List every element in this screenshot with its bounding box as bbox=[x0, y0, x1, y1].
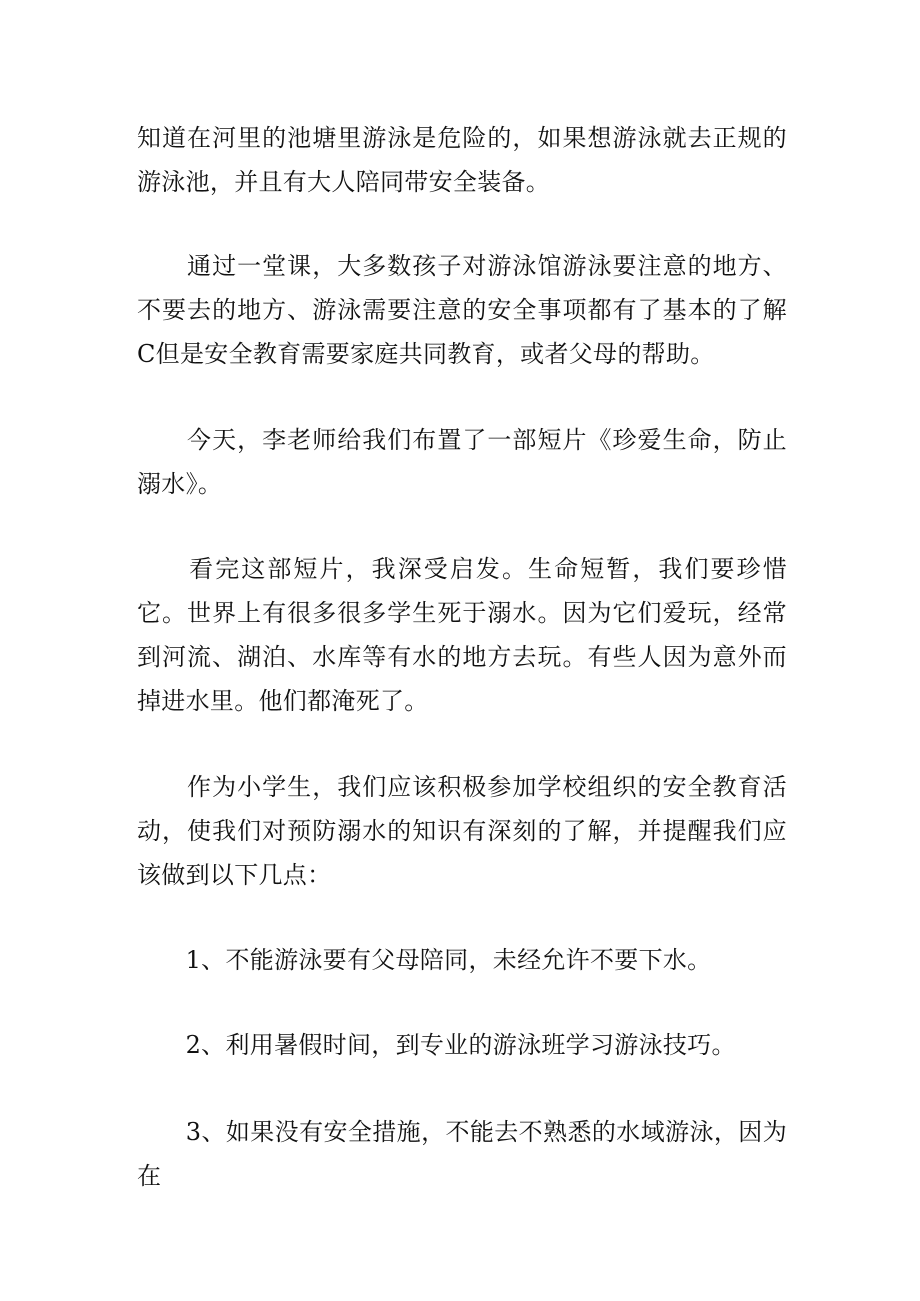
list-item-3: 3、如果没有安全措施，不能去不熟悉的水域游泳，因为在 bbox=[137, 1118, 787, 1190]
paragraph-2: 通过一堂课，大多数孩子对游泳馆游泳要注意的地方、不要去的地方、游泳需要注意的安全事项都有了基本的了解C但是安全教育需要家庭共同教育，或者父母的帮助。 bbox=[137, 252, 787, 368]
paragraph-4: 看完这部短片，我深受启发。生命短暂，我们要珍惜它。世界上有很多很多学生死于溺水。因为它们爱玩，经常到河流、湖泊、水库等有水的地方去玩。有些人因为意外而掉进水里。他们都淹死了。 bbox=[137, 555, 787, 715]
list-item-1: 1、不能游泳要有父母陪同，未经允许不要下水。 bbox=[137, 946, 712, 974]
paragraph-3: 今天，李老师给我们布置了一部短片《珍爱生命，防止溺水》。 bbox=[137, 426, 787, 498]
paragraph-5: 作为小学生，我们应该积极参加学校组织的安全教育活动，使我们对预防溺水的知识有深刻的了解，并提醒我们应该做到以下几点： bbox=[137, 773, 787, 889]
list-item-2: 2、利用暑假时间，到专业的游泳班学习游泳技巧。 bbox=[137, 1031, 736, 1059]
paragraph-1: 知道在河里的池塘里游泳是危险的，如果想游泳就去正规的游泳池，并且有大人陪同带安全装备。 bbox=[137, 124, 787, 196]
